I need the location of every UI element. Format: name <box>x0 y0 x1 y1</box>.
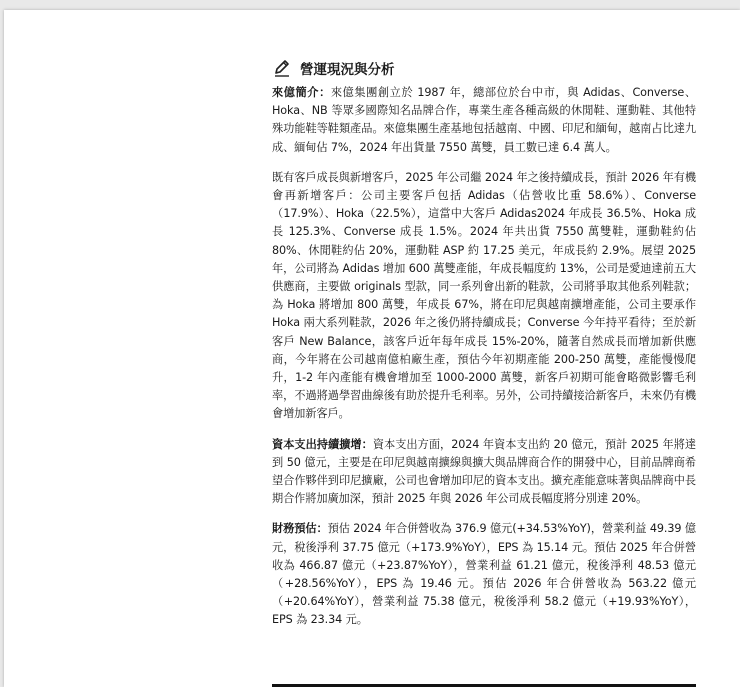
paragraph-lead: 資本支出持續擴增： <box>272 437 373 451</box>
paragraph-text: 既有客戶成長與新增客戶，2025 年公司繼 2024 年之後持續成長，預計 2026 年有機會再新增客戶：公司主要客戶包括 Adidas（佔營收比重 58.6%）、Converse（17.9%）、Hoka（22.5%），這當中大客戶 Adidas2024 年成長 36.5%、Hoka 成長 125.3%、Converse 成長 1.5%。2024 年共出貨 7550 萬雙鞋，運動鞋約佔 80%、休閒鞋約佔 20%，運動鞋 ASP 約 17.25 美元，年成長約 2.9%。展望 2025 年，公司將為 Adidas 增加 600 萬雙產能，年成長幅度約 13%，公司是愛迪達前五大供應商，主要做 originals 型款，同一系列會出新的鞋款，公司將爭取其他系列鞋款；為 Hoka 將增加 800 萬雙，年成長 67%，將在印尼與越南擴增產能，公司主要承作 Hoka 兩大系列鞋款，2026 年之後仍將持續成長；Converse 今年持平看待；至於新客戶 New Balance，該客戶近年每年成長 15%-20%，隨著自然成長而增加新供應商，今年將在公司越南億柏廠生產，預估今年初期產能 200-250 萬雙，產能慢慢爬升，1-2 年內產能有機會增加至 1000-2000 萬雙，新客戶初期可能會略微影響毛利率，不過將過學習曲線後有助於提升毛利率。另外，公司持續接洽新客戶，未來仍有機會增加新客戶。 <box>272 170 696 421</box>
paragraph-lead: 財務預估： <box>272 522 328 536</box>
paragraph-company-intro <box>272 84 696 157</box>
paragraph-customers <box>272 169 696 424</box>
paragraph-capex <box>272 436 696 509</box>
paragraph-lead: 來億簡介： <box>272 86 331 99</box>
pencil-icon <box>272 58 292 78</box>
section-heading <box>272 56 696 80</box>
section-title: 營運現況與分析 <box>300 62 395 78</box>
paragraph-financial-forecast <box>272 520 696 629</box>
report-section <box>272 56 696 642</box>
paragraph-text: 資本支出方面，2024 年資本支出約 20 億元，預計 2025 年將達到 50 億元，主要是在印尼與越南擴線與擴大與品牌商合作的開發中心，目前品牌商希望合作夥伴到印尼擴廠，公司也會增加印尼的資本支出。擴充產能意味著與品牌商中長期合作將加廣加深，預計 2025 年與 2026 年公司成長幅度將分別達 20%。 <box>272 437 696 506</box>
paragraph-text: 來億集團創立於 1987 年，總部位於台中市，與 Adidas、Converse、Hoka、NB 等眾多國際知名品牌合作，專業生產各種高級的休閒鞋、運動鞋、其他特殊功能鞋等鞋類產品。來億集團生產基地包括越南、中國、印尼和緬甸，越南占比達九成、緬甸佔 7%，2024 年出貨量 7550 萬雙，員工數已達 6.4 萬人。 <box>272 86 696 154</box>
paragraph-text: 預估 2024 年合併營收為 376.9 億元(+34.53%YoY)，營業利益 49.39 億元，稅後淨利 37.75 億元（+173.9%YoY），EPS 為 15.14 元。預估 2025 年合併營收為 466.87 億元（+23.87%YoY），營業利益 61.21 億元，稅後淨利 48.53 億元（+28.56%YoY），EPS 為 19.46 元。預估 2026 年合併營收為 563.22 億元（+20.64%YoY），營業利益 75.38 億元，稅後淨利 58.2 億元（+19.93%YoY），EPS 為 23.34 元。 <box>272 522 696 627</box>
